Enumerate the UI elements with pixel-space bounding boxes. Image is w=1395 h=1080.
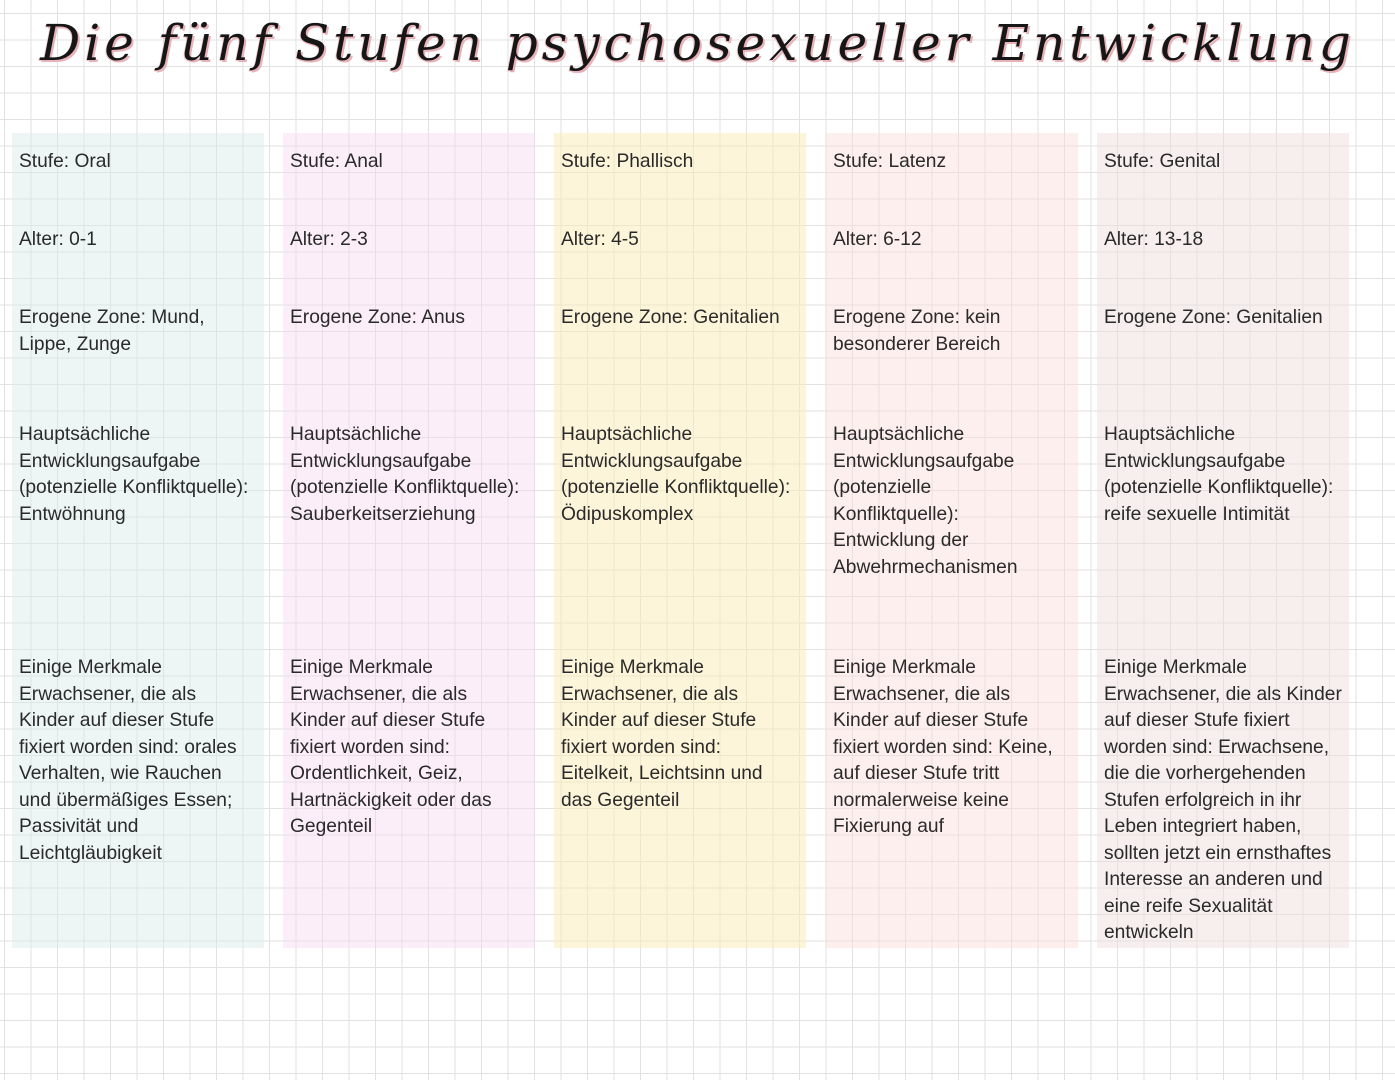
stage-column-anal bbox=[283, 133, 535, 948]
stage-age: Alter: 2-3 bbox=[290, 229, 368, 250]
stage-name: Stufe: Phallisch bbox=[561, 151, 694, 172]
stage-main-task: Hauptsächliche Entwicklungsaufgabe (potenzielle Konfliktquelle): Entwicklung der Abwehrmechanismen bbox=[833, 424, 1018, 578]
stage-age: Alter: 13-18 bbox=[1104, 229, 1204, 250]
stage-name: Stufe: Latenz bbox=[833, 151, 947, 172]
stage-erogenous-zone: Erogene Zone: Genitalien bbox=[561, 307, 780, 328]
stage-column-oral bbox=[12, 133, 264, 948]
stage-adult-traits: Einige Merkmale Erwachsener, die als Kinder auf dieser Stufe fixiert worden sind: Keine, auf dieser Stufe tritt normalerweise keine Fixierung auf bbox=[833, 657, 1053, 837]
stage-main-task: Hauptsächliche Entwicklungsaufgabe (potenzielle Konfliktquelle): reife sexuelle Intimität bbox=[1104, 424, 1334, 525]
stage-erogenous-zone: Erogene Zone: Mund, Lippe, Zunge bbox=[19, 307, 205, 355]
stage-adult-traits: Einige Merkmale Erwachsener, die als Kinder auf dieser Stufe fixiert worden sind: orales Verhalten, wie Rauchen und übermäßiges Essen; Passivität und Leichtgläubigkeit bbox=[19, 657, 237, 864]
stage-column-phallisch bbox=[554, 133, 806, 948]
stage-column-genital bbox=[1097, 133, 1349, 948]
stage-adult-traits: Einige Merkmale Erwachsener, die als Kinder auf dieser Stufe fixiert worden sind: Eitelkeit, Leichtsinn und das Gegenteil bbox=[561, 657, 763, 811]
stage-age: Alter: 6-12 bbox=[833, 229, 922, 250]
stage-main-task: Hauptsächliche Entwicklungsaufgabe (potenzielle Konfliktquelle): Entwöhnung bbox=[19, 424, 249, 525]
stage-name: Stufe: Anal bbox=[290, 151, 383, 172]
stage-name: Stufe: Genital bbox=[1104, 151, 1221, 172]
stage-adult-traits: Einige Merkmale Erwachsener, die als Kinder auf dieser Stufe fixiert worden sind: Ordentlichkeit, Geiz, Hartnäckigkeit oder das Gegenteil bbox=[290, 657, 492, 837]
stage-main-task: Hauptsächliche Entwicklungsaufgabe (potenzielle Konfliktquelle): Sauberkeitserziehung bbox=[290, 424, 520, 525]
stage-age: Alter: 4-5 bbox=[561, 229, 639, 250]
stage-erogenous-zone: Erogene Zone: Genitalien bbox=[1104, 307, 1323, 328]
stage-age: Alter: 0-1 bbox=[19, 229, 97, 250]
stage-erogenous-zone: Erogene Zone: kein besonderer Bereich bbox=[833, 307, 1001, 355]
stage-name: Stufe: Oral bbox=[19, 151, 111, 172]
stage-erogenous-zone: Erogene Zone: Anus bbox=[290, 307, 465, 328]
stage-main-task: Hauptsächliche Entwicklungsaufgabe (potenzielle Konfliktquelle): Ödipuskomplex bbox=[561, 424, 791, 525]
stage-adult-traits: Einige Merkmale Erwachsener, die als Kinder auf dieser Stufe fixiert worden sind: Erwachsene, die die vorhergehenden Stufen erfolgreich in ihr Leben integriert haben, sollten jetzt ein ernsthaftes Interesse an anderen und eine reife Sexualität entwickeln bbox=[1104, 657, 1342, 943]
page-title: Die fünf Stufen psychosexueller Entwicklung bbox=[40, 14, 1355, 72]
stage-column-latenz bbox=[826, 133, 1078, 948]
